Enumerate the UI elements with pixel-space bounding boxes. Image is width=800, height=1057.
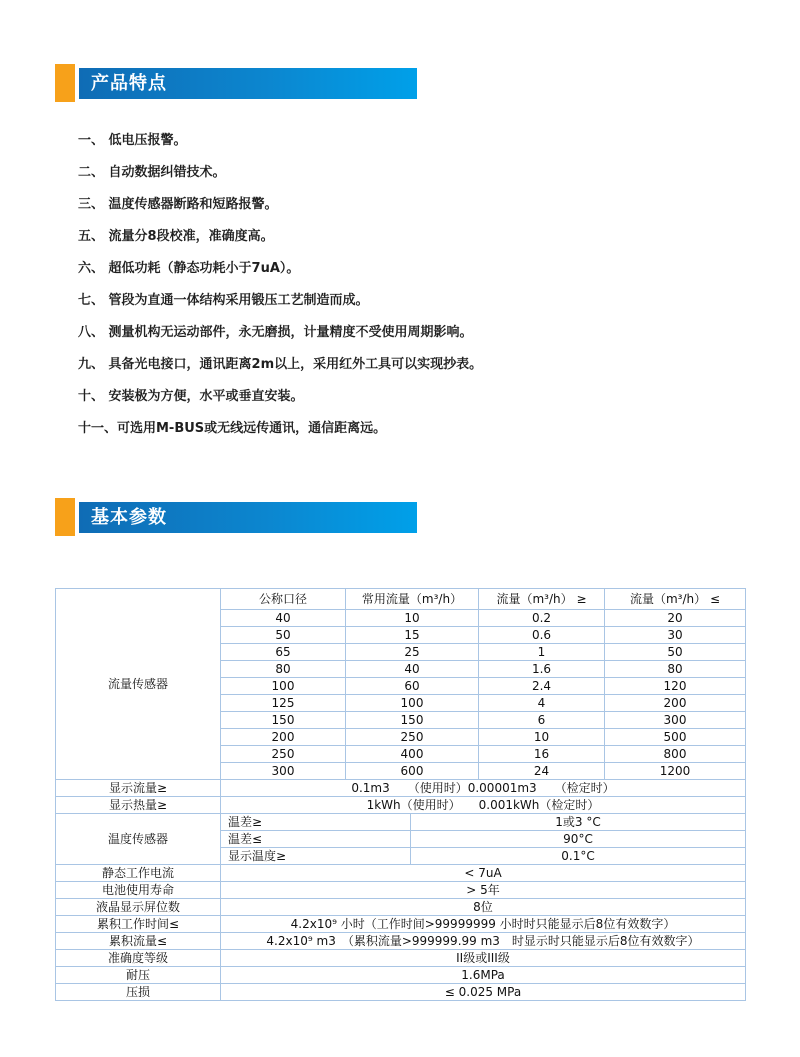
table-cell: 200 (605, 695, 746, 712)
table-cell: 20 (605, 610, 746, 627)
feature-item-2: 二、 自动数据纠错技术。 (78, 165, 226, 180)
table-cell: 65 (221, 644, 346, 661)
parameters-table (55, 588, 746, 1001)
row-label-battery-life: 电池使用寿命 (56, 882, 221, 899)
spec-value: 90°C (411, 831, 746, 848)
table-cell: 16 (479, 746, 605, 763)
row-label-work-time: 累积工作时间≤ (56, 916, 221, 933)
table-cell: 500 (605, 729, 746, 746)
table-cell: 0.6 (479, 627, 605, 644)
table-cell: 0.2 (479, 610, 605, 627)
params-banner-title: 基本参数 (79, 502, 417, 533)
feature-item-6: 六、 超低功耗（静态功耗小于7uA）。 (78, 261, 300, 276)
table-cell: 80 (221, 661, 346, 678)
table-row (56, 950, 746, 967)
section-header-params (55, 498, 417, 536)
spec-value: 4.2x10⁹ m3 （累积流量>999999.99 m3 时显示时只能显示后8位有效数字） (221, 933, 746, 950)
table-row (56, 984, 746, 1001)
section-header-features (55, 64, 417, 102)
table-cell: 100 (346, 695, 479, 712)
table-row (56, 814, 746, 831)
table-cell: 300 (221, 763, 346, 780)
table-cell: 4 (479, 695, 605, 712)
table-cell: 200 (221, 729, 346, 746)
table-cell: 24 (479, 763, 605, 780)
table-row (56, 916, 746, 933)
flow-sensor-label: 流量传感器 (56, 589, 221, 780)
spec-value: < 7uA (221, 865, 746, 882)
spec-value: 0.1°C (411, 848, 746, 865)
column-header-flow-max: 流量（m³/h） ≤ (605, 589, 746, 610)
row-label-lcd-digits: 液晶显示屏位数 (56, 899, 221, 916)
features-banner-title: 产品特点 (79, 68, 417, 99)
row-label-display-temp: 显示温度≥ (221, 848, 411, 865)
row-label-temp-diff-max: 温差≤ (221, 831, 411, 848)
column-header-diameter: 公称口径 (221, 589, 346, 610)
feature-list (78, 131, 738, 451)
spec-value: 1或3 °C (411, 814, 746, 831)
spec-value: 1.6MPa (221, 967, 746, 984)
table-row (56, 797, 746, 814)
table-cell: 6 (479, 712, 605, 729)
feature-item-11: 十一、可选用M-BUS或无线远传通讯，通信距离远。 (78, 421, 387, 436)
table-row (56, 780, 746, 797)
table-cell: 30 (605, 627, 746, 644)
table-cell: 10 (346, 610, 479, 627)
table-cell: 150 (221, 712, 346, 729)
table-row (56, 933, 746, 950)
table-cell: 1 (479, 644, 605, 661)
feature-item-1: 一、 低电压报警。 (78, 133, 187, 148)
spec-value: 1kWh（使用时） 0.001kWh（检定时） (221, 797, 746, 814)
column-header-flow-min: 流量（m³/h） ≥ (479, 589, 605, 610)
table-cell: 15 (346, 627, 479, 644)
table-cell: 2.4 (479, 678, 605, 695)
row-label-pressure-loss: 压损 (56, 984, 221, 1001)
row-label-temp-diff-min: 温差≥ (221, 814, 411, 831)
table-cell: 10 (479, 729, 605, 746)
table-cell: 600 (346, 763, 479, 780)
table-cell: 1.6 (479, 661, 605, 678)
table-cell: 125 (221, 695, 346, 712)
table-cell: 40 (221, 610, 346, 627)
spec-value: 0.1m3 （使用时）0.00001m3 （检定时） (221, 780, 746, 797)
orange-accent-block (55, 64, 75, 102)
row-label-display-heat: 显示热量≥ (56, 797, 221, 814)
table-cell: 1200 (605, 763, 746, 780)
feature-item-10: 十、 安装极为方便，水平或垂直安装。 (78, 389, 304, 404)
row-label-static-current: 静态工作电流 (56, 865, 221, 882)
table-cell: 800 (605, 746, 746, 763)
table-cell: 60 (346, 678, 479, 695)
table-cell: 120 (605, 678, 746, 695)
table-cell: 250 (346, 729, 479, 746)
row-label-pressure-rating: 耐压 (56, 967, 221, 984)
feature-item-9: 九、 具备光电接口，通讯距离2m以上，采用红外工具可以实现抄表。 (78, 357, 483, 372)
column-header-common-flow: 常用流量（m³/h） (346, 589, 479, 610)
spec-value: ≤ 0.025 MPa (221, 984, 746, 1001)
row-label-display-flow: 显示流量≥ (56, 780, 221, 797)
spec-value: > 5年 (221, 882, 746, 899)
table-cell: 80 (605, 661, 746, 678)
feature-item-8: 八、 测量机构无运动部件，永无磨损，计量精度不受使用周期影响。 (78, 325, 473, 340)
row-label-accuracy-class: 准确度等级 (56, 950, 221, 967)
table-cell: 300 (605, 712, 746, 729)
temp-sensor-label: 温度传感器 (56, 814, 221, 865)
table-cell: 50 (221, 627, 346, 644)
table-cell: 250 (221, 746, 346, 763)
table-cell: 25 (346, 644, 479, 661)
spec-value: 4.2x10⁹ 小时（工作时间>99999999 小时时只能显示后8位有效数字） (221, 916, 746, 933)
table-header-row (56, 589, 746, 610)
table-row (56, 899, 746, 916)
row-label-cumulative-flow: 累积流量≤ (56, 933, 221, 950)
table-cell: 150 (346, 712, 479, 729)
spec-value: II级或III级 (221, 950, 746, 967)
table-cell: 40 (346, 661, 479, 678)
orange-accent-block (55, 498, 75, 536)
table-row (56, 882, 746, 899)
spec-value: 8位 (221, 899, 746, 916)
table-row (56, 865, 746, 882)
feature-item-7: 七、 管段为直通一体结构采用锻压工艺制造而成。 (78, 293, 369, 308)
feature-item-5: 五、 流量分8段校准，准确度高。 (78, 229, 274, 244)
feature-item-3: 三、 温度传感器断路和短路报警。 (78, 197, 278, 212)
table-row (56, 967, 746, 984)
table-cell: 100 (221, 678, 346, 695)
table-cell: 400 (346, 746, 479, 763)
table-cell: 50 (605, 644, 746, 661)
